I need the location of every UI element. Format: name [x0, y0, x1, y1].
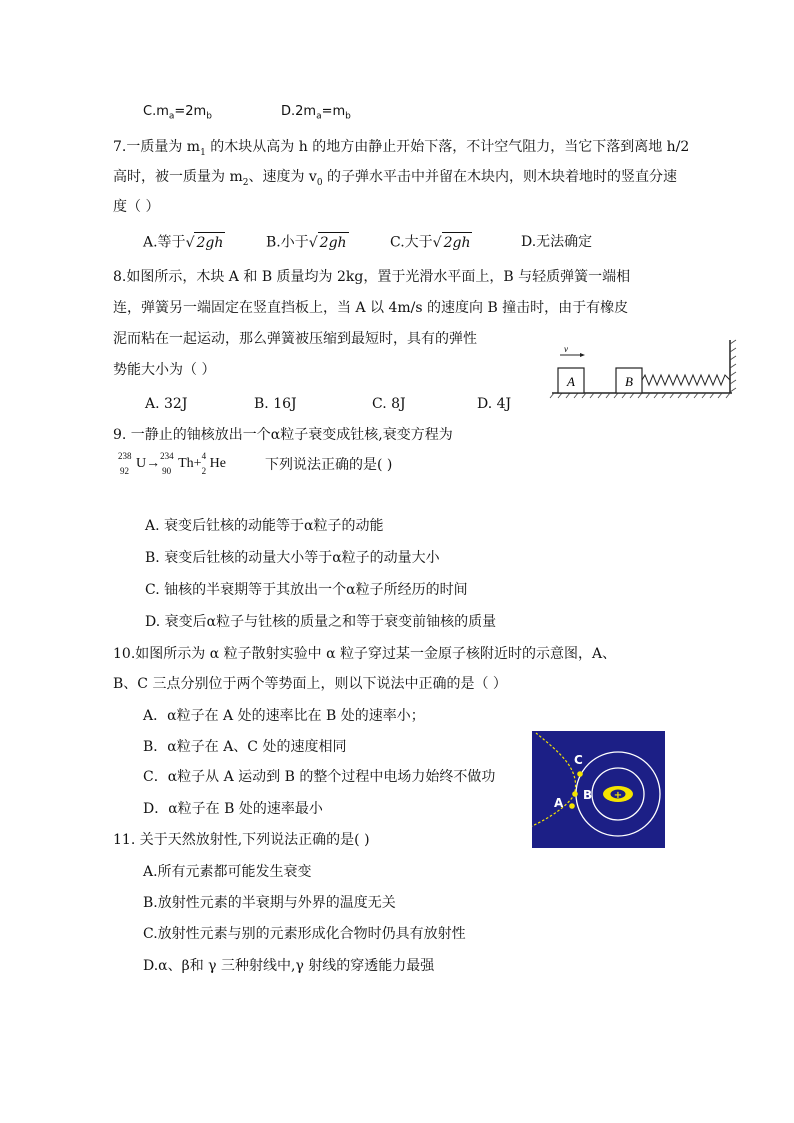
q9-option-b: B. 衰变后钍核的动量大小等于α粒子的动量大小: [145, 550, 440, 566]
point-a-label: A: [554, 796, 564, 810]
q8-stem-line1: 8.如图所示，木块 A 和 B 质量均为 2kg，置于光滑水平面上，B 与轻质弹簧一端相: [113, 269, 631, 285]
q7-option-d: D.无法确定: [521, 234, 593, 250]
q7-option-c: C.大于√ 2gh: [390, 232, 472, 253]
point-b-dot: [572, 791, 578, 797]
q9-option-c: C. 铀核的半衰期等于其放出一个α粒子所经历的时间: [145, 582, 468, 598]
q10-option-c: C．α粒子从 A 运动到 B 的整个过程中电场力始终不做功: [143, 769, 496, 785]
q11-option-c: C.放射性元素与别的元素形成化合物时仍具有放射性: [143, 926, 466, 942]
figure-background: [532, 731, 665, 848]
q7-option-a: A.等于√ 2gh: [143, 232, 225, 253]
q10-option-a: A．α粒子在 A 处的速率比在 B 处的速率小；: [143, 708, 425, 724]
q6-option-c: $C.m_a=2m_b$: [143, 104, 212, 122]
spring: [642, 375, 730, 385]
q11-option-b: B.放射性元素的半衰期与外界的温度无关: [143, 895, 396, 911]
block-b-label: B: [625, 374, 633, 389]
point-c-dot: [577, 771, 583, 777]
sqrt-symbol: √ 2gh: [186, 232, 226, 253]
q11-option-d: D.α、β和 γ 三种射线中,γ 射线的穿透能力最强: [143, 958, 435, 974]
q9-option-d: D. 衰变后α粒子与钍核的质量之和等于衰变前铀核的质量: [145, 614, 497, 630]
q7-stem-line2: 高时，被一质量为 $m_2$、速度为 $v_0$ 的子弹水平击中并留在木块内，则木块着地时的竖直分速: [113, 169, 678, 188]
q8-option-c: C. 8J: [372, 396, 406, 412]
q10-stem-line1: 10.如图所示为 α 粒子散射实验中 α 粒子穿过某一金原子核附近时的示意图，A、: [113, 646, 617, 662]
q8-stem-line4: 势能大小为（ ）: [113, 362, 216, 378]
velocity-arrowhead: [580, 353, 585, 357]
q7-stem-line1: 7.一质量为 $m_1$ 的木块从高为 h 的地方由静止开始下落，不计空气阻力，当它下落到离地 h/2: [113, 139, 690, 158]
point-b-label: B: [583, 788, 593, 802]
q8-stem-line2: 连，弹簧另一端固定在竖直挡板上，当 A 以 4m/s 的速度向 B 撞击时，由于有橡皮: [113, 300, 629, 316]
q8-stem-line3: 泥而粘在一起运动，那么弹簧被压缩到最短时，具有的弹性: [113, 331, 477, 347]
q11-stem: 11. 关于天然放射性,下列说法正确的是( ): [113, 832, 370, 848]
block-a-label: A: [567, 374, 575, 389]
velocity-label: v: [564, 344, 568, 354]
q8-option-a: A. 32J: [145, 396, 188, 412]
q10-option-b: B．α粒子在 A、C 处的速度相同: [143, 739, 347, 755]
q8-spring-block-figure: [548, 336, 740, 400]
q8-option-b: B. 16J: [254, 396, 297, 412]
q11-option-a: A.所有元素都可能发生衰变: [143, 864, 312, 880]
nucleus-plus-sign: +: [613, 790, 623, 801]
q7-option-b: B.小于√ 2gh: [266, 232, 349, 253]
q10-alpha-scattering-figure: [532, 731, 665, 848]
wall-hatch: [730, 340, 736, 392]
q10-stem-line2: B、C 三点分别位于两个等势面上，则以下说法中正确的是（ ）: [113, 676, 507, 692]
q8-option-d: D. 4J: [477, 396, 512, 412]
q9-stem-line2: 下列说法正确的是( ): [265, 457, 393, 473]
point-c-label: C: [574, 753, 583, 767]
sqrt-symbol: √ 2gh: [309, 232, 349, 253]
q7-stem-line3: 度（ ）: [113, 199, 160, 215]
q9-decay-equation: 238 92 U→ 234 90 Th+ 4 2 He: [118, 451, 226, 476]
sqrt-symbol: √ 2gh: [433, 232, 473, 253]
q9-option-a: A. 衰变后钍核的动能等于α粒子的动能: [145, 518, 384, 534]
q6-option-d: $D.2m_a=m_b$: [281, 104, 351, 122]
point-a-dot: [569, 803, 575, 809]
q10-option-d: D．α粒子在 B 处的速率最小: [143, 801, 323, 817]
q9-stem-line1: 9. 一静止的铀核放出一个α粒子衰变成钍核,衰变方程为: [113, 427, 453, 443]
